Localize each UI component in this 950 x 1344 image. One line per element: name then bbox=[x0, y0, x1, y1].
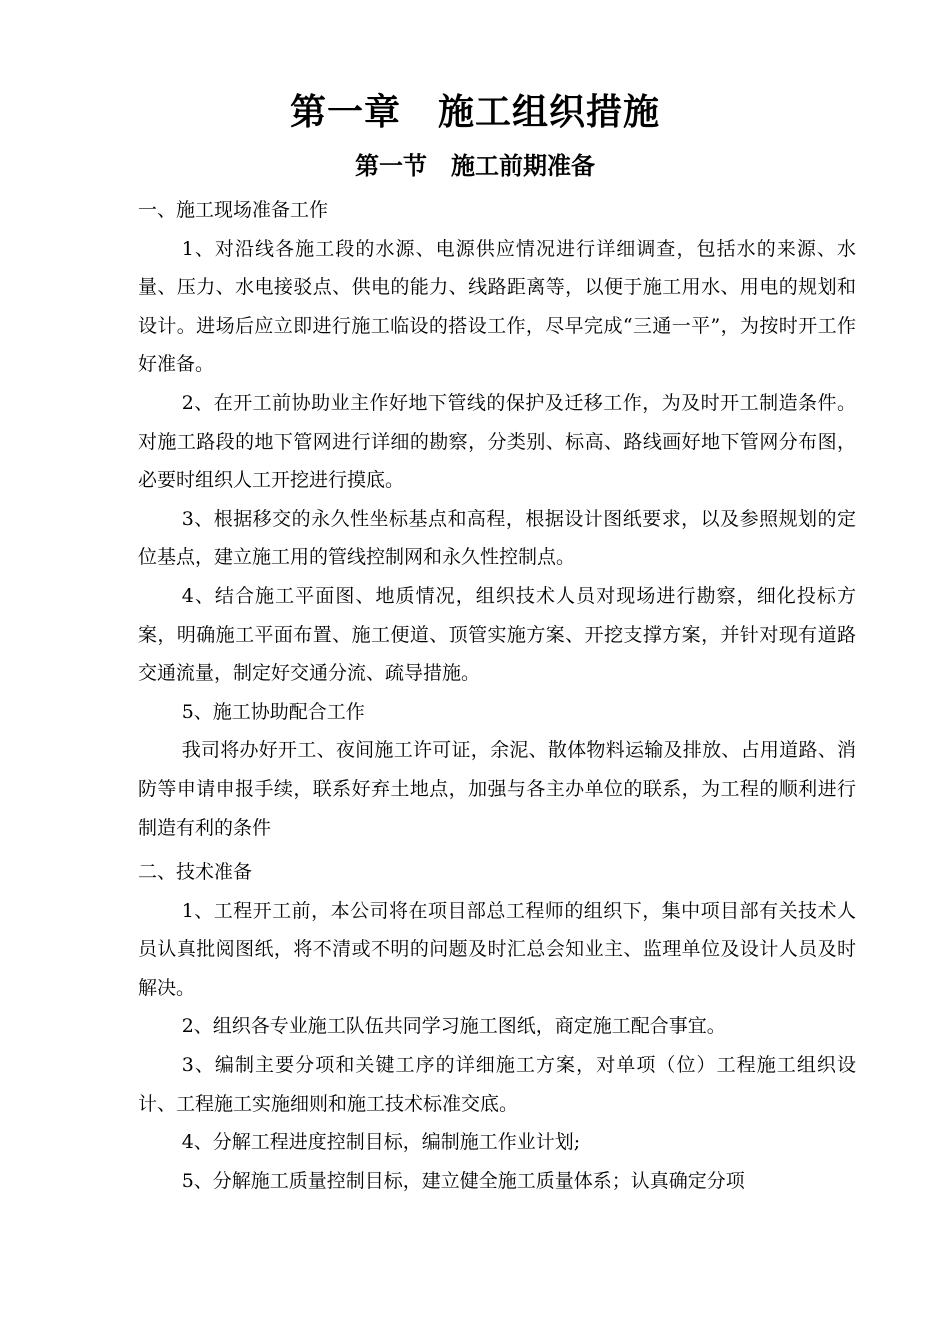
paragraph-2-4: 4、分解工程进度控制目标，编制施工作业计划; bbox=[181, 1131, 581, 1154]
part-heading-technical-preparation: 二、技术准备 bbox=[138, 861, 253, 884]
paragraph-2-3: 3、编制主要分项和关键工序的详细施工方案，对单项（位）工程施工组织设计、工程施工实施细则和施工技术标准交底。 bbox=[138, 1054, 856, 1115]
paragraph-1-5: 5、施工协助配合工作 bbox=[181, 700, 365, 723]
paragraph-1-1: 1、对沿线各施工段的水源、电源供应情况进行详细调查，包括水的来源、水量、压力、水电接驳点、供电的能力、线路距离等，以便于施工用水、用电的规划和设计。进场后应立即进行施工临设的搭设工作，尽早完成“三通一平”，为按时开工作好准备。 bbox=[138, 237, 856, 376]
paragraph-2-1: 1、工程开工前，本公司将在项目部总工程师的组织下，集中项目部有关技术人员认真批阅图纸，将不清或不明的问题及时汇总会知业主、监理单位及设计人员及时解决。 bbox=[138, 899, 856, 999]
document-body bbox=[138, 191, 856, 1200]
paragraph-2-2: 2、组织各专业施工队伍共同学习施工图纸，商定施工配合事宜。 bbox=[181, 1015, 726, 1038]
section-title: 第一节 施工前期准备 bbox=[355, 151, 595, 180]
paragraph-1-6: 我司将办好开工、夜间施工许可证，余泥、散体物料运输及排放、占用道路、消防等申请申报手续，联系好弃土地点，加强与各主办单位的联系，为工程的顺利进行制造有利的条件 bbox=[138, 739, 856, 839]
part-heading-site-preparation: 一、施工现场准备工作 bbox=[138, 199, 329, 221]
paragraph-1-2: 2、在开工前协助业主作好地下管线的保护及迁移工作，为及时开工制造条件。对施工路段的地下管网进行详细的勘察，分类别、标高、路线画好地下管网分布图，必要时组织人工开挖进行摸底。 bbox=[138, 391, 856, 492]
chapter-title: 第一章 施工组织措施 bbox=[289, 91, 660, 133]
paragraph-1-3: 3、根据移交的永久性坐标基点和高程，根据设计图纸要求，以及参照规划的定位基点，建立施工用的管线控制网和永久性控制点。 bbox=[138, 507, 856, 569]
paragraph-1-4: 4、结合施工平面图、地质情况，组织技术人员对现场进行勘察，细化投标方案，明确施工平面布置、施工便道、顶管实施方案、开挖支撑方案，并针对现有道路交通流量，制定好交通分流、疏导措施。 bbox=[138, 584, 856, 685]
paragraph-2-5: 5、分解施工质量控制目标，建立健全施工质量体系；认真确定分项 bbox=[181, 1169, 745, 1192]
